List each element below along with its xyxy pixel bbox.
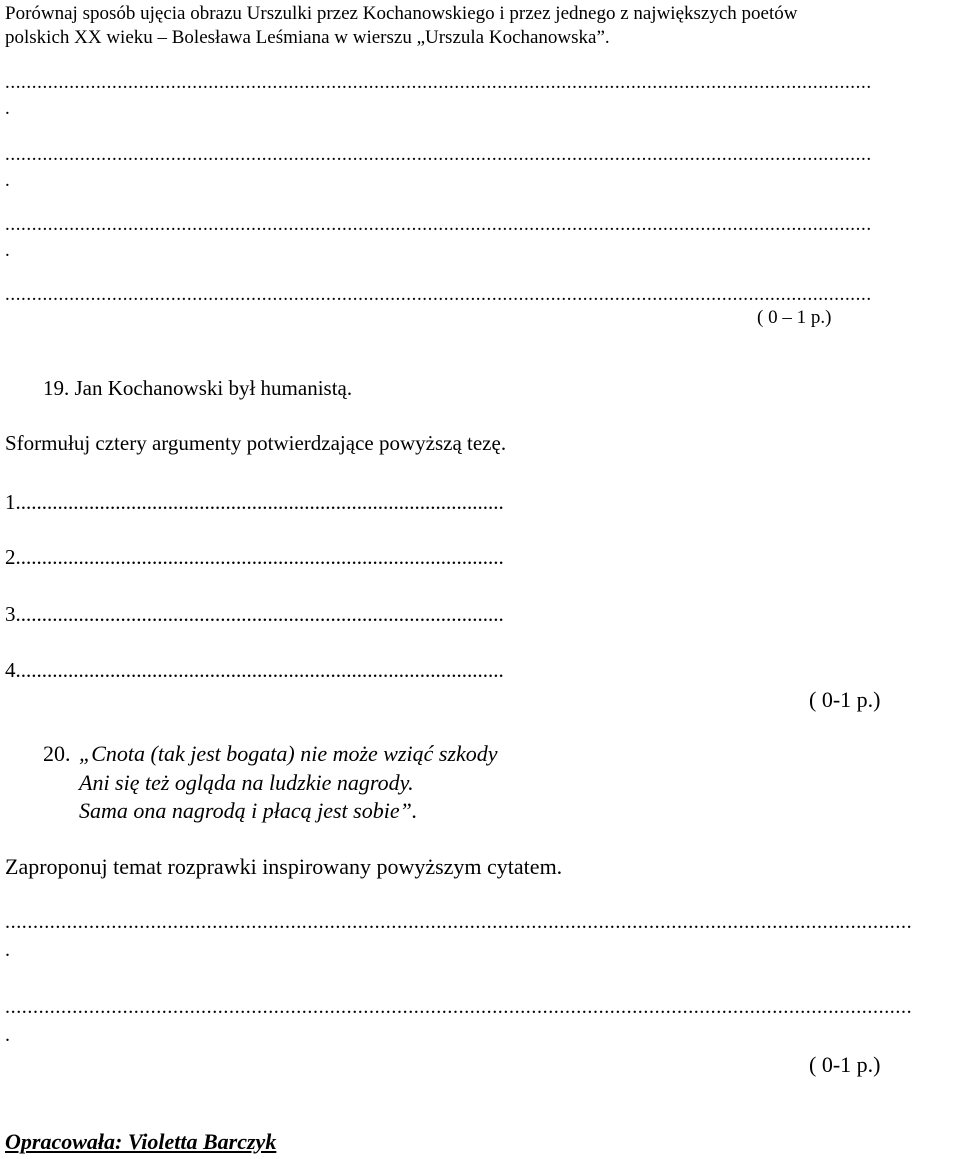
intro-line-1: Porównaj sposób ujęcia obrazu Urszulki przez Kochanowskiego i przez jednego z największych poetów	[5, 3, 798, 24]
quote-line-3: Sama ona nagrodą i płacą jest sobie”.	[79, 798, 418, 823]
quote-line-1: „Cnota (tak jest bogata) nie może wziąć szkody	[79, 741, 498, 766]
answer-line-18-3[interactable]: ..................................................................................................................................................................	[5, 214, 872, 235]
answer-line-18-1[interactable]: ..................................................................................................................................................................	[5, 72, 872, 93]
score-q20: ( 0-1 p.)	[809, 1052, 881, 1077]
score-q18: ( 0 – 1 p.)	[757, 307, 832, 328]
answer-line-18-4[interactable]: ..................................................................................................................................................................	[5, 284, 872, 305]
answer-line-end: .	[5, 939, 10, 961]
question-19-title: 19. Jan Kochanowski był humanistą.	[43, 376, 353, 400]
intro-paragraph	[5, 2, 943, 50]
intro-line-2: polskich XX wieku – Bolesława Leśmiana w wierszu „Urszula Kochanowska”.	[5, 27, 610, 48]
answer-line-end: .	[5, 170, 10, 191]
answer-line-20-2[interactable]: ..................................................................................................................................................................	[5, 996, 913, 1018]
argument-line-3[interactable]: 3.............................................................................................	[5, 602, 504, 626]
question-20-number: 20.	[43, 741, 71, 766]
question-19-instruction: Sformułuj cztery argumenty potwierdzające powyższą tezę.	[5, 431, 507, 455]
answer-line-18-2[interactable]: ..................................................................................................................................................................	[5, 144, 872, 165]
score-q19: ( 0-1 p.)	[809, 687, 881, 712]
quote-line-2: Ani się też ogląda na ludzkie nagrody.	[79, 770, 414, 795]
question-20-prompt: Zaproponuj temat rozprawki inspirowany powyższym cytatem.	[5, 854, 563, 879]
answer-line-end: .	[5, 1024, 10, 1046]
answer-line-20-1[interactable]: ..................................................................................................................................................................	[5, 911, 913, 933]
argument-line-4[interactable]: 4.............................................................................................	[5, 658, 504, 682]
argument-line-1[interactable]: 1.............................................................................................	[5, 490, 504, 514]
answer-line-end: .	[5, 98, 10, 119]
author-credit: Opracowała: Violetta Barczyk	[5, 1129, 277, 1154]
argument-line-2[interactable]: 2.............................................................................................	[5, 545, 504, 569]
answer-line-end: .	[5, 240, 10, 261]
